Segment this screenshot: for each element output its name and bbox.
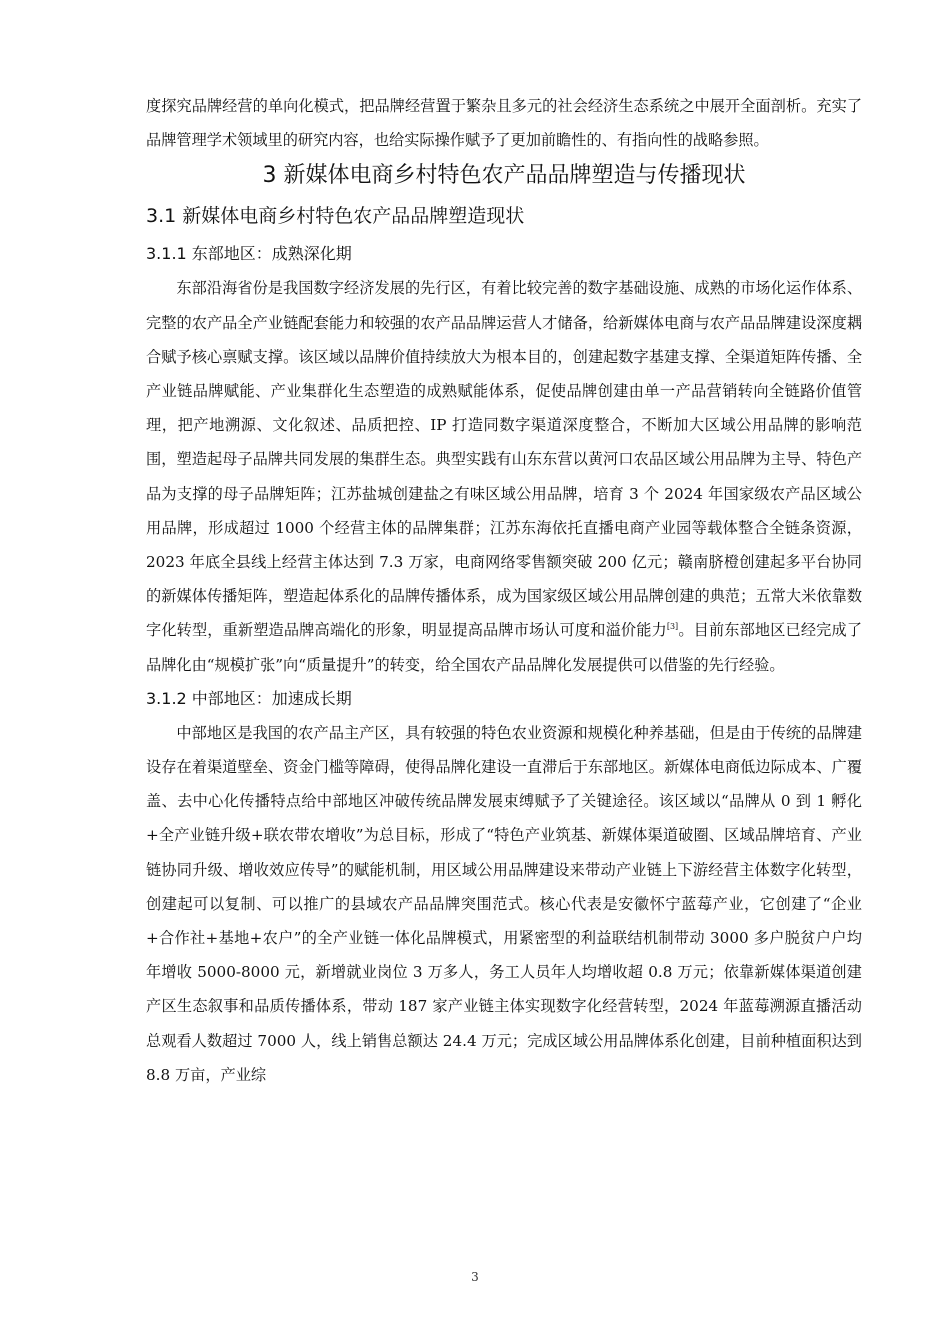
- intro-paragraph: 度探究品牌经营的单向化模式，把品牌经营置于繁杂且多元的社会经济生态系统之中展开全面剖析。充实了品牌管理学术领域里的研究内容，也给实际操作赋予了更加前瞻性的、有指向性的战略参照。: [146, 97, 862, 150]
- section-3-1-2-heading: 3.1.2 中部地区：加速成长期: [146, 688, 352, 708]
- page-number: 3: [471, 1270, 479, 1284]
- section-3-1-1-heading: 3.1.1 东部地区：成熟深化期: [146, 244, 352, 264]
- citation-3[interactable]: [3]: [666, 622, 679, 632]
- eastern-region-text-continued: 。目前东部地区已经完成了品牌化由“规模扩张”向“质量提升”的转变，给全国农产品品牌化发展提供可以借鉴的先行经验。: [146, 621, 863, 674]
- eastern-region-text: 东部沿海省份是我国数字经济发展的先行区，有着比较完善的数字基础设施、成熟的市场化运作体系、完整的农产品全产业链配套能力和较强的农产品品牌运营人才储备，给新媒体电商与农产品品牌建设深度耦合赋予核心禀赋支撑。该区域以品牌价值持续放大为根本目的，创建起数字基建支撑、全渠道矩阵传播、全产业链品牌赋能、产业集群化生态塑造的成熟赋能体系，促使品牌创建由单一产品营销转向全链路价值管理，把产地溯源、文化叙述、品质把控、IP 打造同数字渠道深度整合，不断加大区域公用品牌的影响范围，塑造起母子品牌共同发展的集群生态。典型实践有山东东营以黄河口农品区域公用品牌为主导、特色产品为支撑的母子品牌矩阵；江苏盐城创建盐之有味区域公用品牌，培育 3 个 2024 年国家级农产品区域公用品牌，形成超过 1000 个经营主体的品牌集群；江苏东海依托直播电商产业园等载体整合全链条资源，2023 年底全县线上经营主体达到 7.3 万家，电商网络零售额突破 200 亿元；赣南脐橙创建起多平台协同的新媒体传播矩阵，塑造起体系化的品牌传播体系，成为国家级区域公用品牌创建的典范；五常大米依靠数字化转型，重新塑造品牌高端化的形象，明显提高品牌市场认可度和溢价能力: [146, 279, 862, 640]
- central-region-paragraph: 中部地区是我国的农产品主产区，具有较强的特色农业资源和规模化种养基础，但是由于传统的品牌建设存在着渠道壁垒、资金门槛等障碍，使得品牌化建设一直滞后于东部地区。新媒体电商低边际成本、广覆盖、去中心化传播特点给中部地区冲破传统品牌发展束缚赋予了关键途径。该区域以“品牌从 0 到 1 孵化+全产业链升级+联农带农增收”为总目标，形成了“特色产业筑基、新媒体渠道破圈、区域品牌培育、产业链协同升级、增收效应传导”的赋能机制，用区域公用品牌建设来带动产业链上下游经营主体数字化转型，创建起可以复制、可以推广的县域农产品品牌突围范式。核心代表是安徽怀宁蓝莓产业，它创建了“企业+合作社+基地+农户”的全产业链一体化品牌模式，用紧密型的利益联结机制带动 3000 多户脱贫户户均年增收 5000-8000 元，新增就业岗位 3 万多人，务工人员年人均增收超 0.8 万元；依靠新媒体渠道创建产区生态叙事和品质传播体系，带动 187 家产业链主体实现数字化经营转型，2024 年蓝莓溯源直播活动总观看人数超过 7000 人，线上销售总额达 24.4 万元；完成区域公用品牌体系化创建，目前种植面积达到 8.8 万亩，产业综: [146, 723, 862, 1084]
- text-column: [146, 89, 862, 1092]
- eastern-region-paragraph: [146, 271, 862, 681]
- section-3-heading: 3 新媒体电商乡村特色农产品品牌塑造与传播现状: [262, 163, 746, 189]
- section-3-1-heading: 3.1 新媒体电商乡村特色农产品品牌塑造现状: [146, 205, 525, 228]
